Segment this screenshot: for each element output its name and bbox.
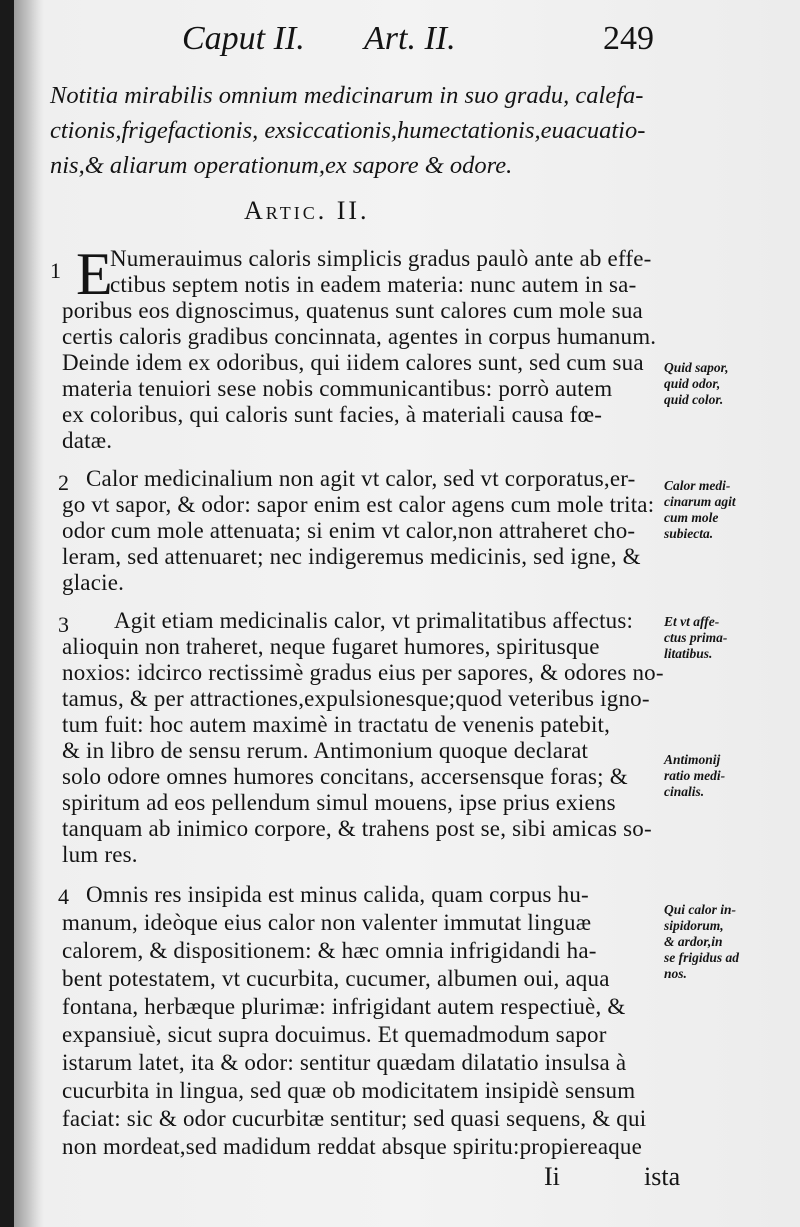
margin-note-line: nos. (664, 966, 687, 981)
text-line: ex coloribus, qui caloris sunt facies, à materiali causa fœ- (62, 402, 603, 427)
margin-note-line: Qui calor in- (664, 902, 737, 917)
text-line: Numerauimus caloris simplicis gradus paulò ante ab effe- (110, 246, 652, 271)
text-line: calorem, & dispositionem: & hæc omnia infrigidandi ha- (62, 938, 597, 963)
text-line: fontana, herbæque plurimæ: infrigidant autem respectiuè, & (62, 994, 626, 1019)
text-line: ctibus septem notis in eadem materia: nunc autem in sa- (110, 272, 637, 297)
title-line: ctionis,frigefactionis, exsiccationis,humectationis,euacuatio- (50, 117, 646, 144)
margin-note-line: sipidorum, (664, 918, 724, 933)
text-line: leram, sed attenuaret; nec indigeremus medicinis, sed igne, & (62, 544, 641, 569)
paragraph-number: 1 (50, 258, 61, 283)
text-line: cucurbita in lingua, sed quæ ob modicitatem insipidè sensum (62, 1078, 636, 1103)
book-page (14, 0, 800, 1227)
title-line: Notitia mirabilis omnium medicinarum in suo gradu, calefa- (50, 82, 644, 109)
text-line: Calor medicinalium non agit vt calor, sed vt corporatus,er- (86, 466, 636, 491)
text-line: Deinde idem ex odoribus, qui iidem calores sunt, sed cum sua (62, 350, 644, 375)
text-line: glacie. (62, 570, 125, 595)
margin-note (664, 360, 799, 408)
margin-note-line: Et vt affe- (664, 614, 720, 629)
text-line: istarum latet, ita & odor: sentitur quædam dilatatio insulsa à (62, 1050, 627, 1075)
margin-note-line: cum mole (664, 510, 719, 525)
gutter-shadow (14, 0, 44, 1227)
margin-note-line: quid odor, (664, 376, 721, 391)
text-line: bent potestatem, vt cucurbita, cucumer, albumen oui, aqua (62, 966, 610, 991)
running-head (174, 20, 654, 70)
text-line: spiritum ad eos pellendum simul mouens, ipse prius exiens (62, 790, 616, 815)
margin-note-line: Calor medi- (664, 478, 731, 493)
margin-note-line: se frigidus ad (664, 950, 740, 965)
margin-note-line: ratio medi- (664, 768, 726, 783)
paragraph-number: 3 (58, 612, 69, 637)
margin-note (664, 902, 799, 982)
margin-note-line: cinarum agit (664, 494, 736, 509)
text-line: tanquam ab inimico corpore, & trahens post se, sibi amicas so- (62, 816, 652, 841)
article-heading: Artic. II. (244, 196, 370, 225)
paragraph-number: 2 (58, 470, 69, 495)
text-line: non mordeat,sed madidum reddat absque spiritu:propiereaque (62, 1134, 643, 1159)
margin-note-line: quid color. (664, 392, 724, 407)
drop-capital: E (76, 241, 113, 307)
signature-mark: Ii (544, 1162, 560, 1191)
margin-note-line: Quid sapor, (664, 360, 729, 375)
text-line: tum fuit: hoc autem maximè in tractatu de venenis patebit, (62, 712, 611, 737)
article-label: Art. II. (364, 20, 456, 57)
article-title (50, 78, 690, 183)
text-line: noxios: idcirco rectissimè gradus eius per sapores, & odores no- (62, 660, 664, 685)
title-line: nis,& aliarum operationum,ex sapore & odore. (50, 152, 513, 179)
page-number: 249 (603, 20, 654, 57)
text-line: Omnis res insipida est minus calida, quam corpus hu- (86, 882, 589, 907)
text-line: lum res. (62, 842, 138, 867)
margin-note (664, 614, 799, 662)
margin-note (664, 478, 799, 542)
text-line: & in libro de sensu rerum. Antimonium quoque declarat (62, 738, 589, 763)
text-line: materia tenuiori sese nobis communicantibus: porrò autem (62, 376, 613, 401)
text-line: faciat: sic & odor cucurbitæ sentitur; sed quasi sequens, & qui (62, 1106, 647, 1131)
margin-note-line: subiecta. (664, 526, 714, 541)
margin-note (664, 752, 799, 800)
text-line: expansiuè, sicut supra docuimus. Et quemadmodum sapor (62, 1022, 607, 1047)
text-line: odor cum mole attenuata; si enim vt calor,non attraheret cho- (62, 518, 636, 543)
text-line: poribus eos dignoscimus, quatenus sunt calores cum mole sua (62, 298, 643, 323)
text-line: certis caloris gradibus concinnata, agentes in corpus humanum. (62, 324, 657, 349)
chapter-label: Caput II. (182, 20, 305, 57)
text-line: tamus, & per attractiones,expulsionesque;quod veteribus igno- (62, 686, 650, 711)
margin-note-line: & ardor,in (664, 934, 723, 949)
text-line: alioquin non traheret, neque fugaret humores, spiritusque (62, 634, 600, 659)
text-line: solo odore omnes humores concitans, accersensque foras; & (62, 764, 628, 789)
text-line: go vt sapor, & odor: sapor enim est calor agens cum mole trita: (62, 492, 655, 517)
margin-note-line: ctus prima- (664, 630, 728, 645)
margin-note-line: Antimonij (664, 752, 721, 767)
paragraph-number: 4 (58, 884, 69, 909)
text-line: datæ. (62, 428, 113, 453)
text-line: manum, ideòque eius calor non valenter immutat linguæ (62, 910, 592, 935)
margin-note-line: cinalis. (664, 784, 705, 799)
text-line: Agit etiam medicinalis calor, vt primalitatibus affectus: (114, 608, 634, 633)
margin-note-line: litatibus. (664, 646, 713, 661)
catchword: ista (644, 1162, 681, 1191)
